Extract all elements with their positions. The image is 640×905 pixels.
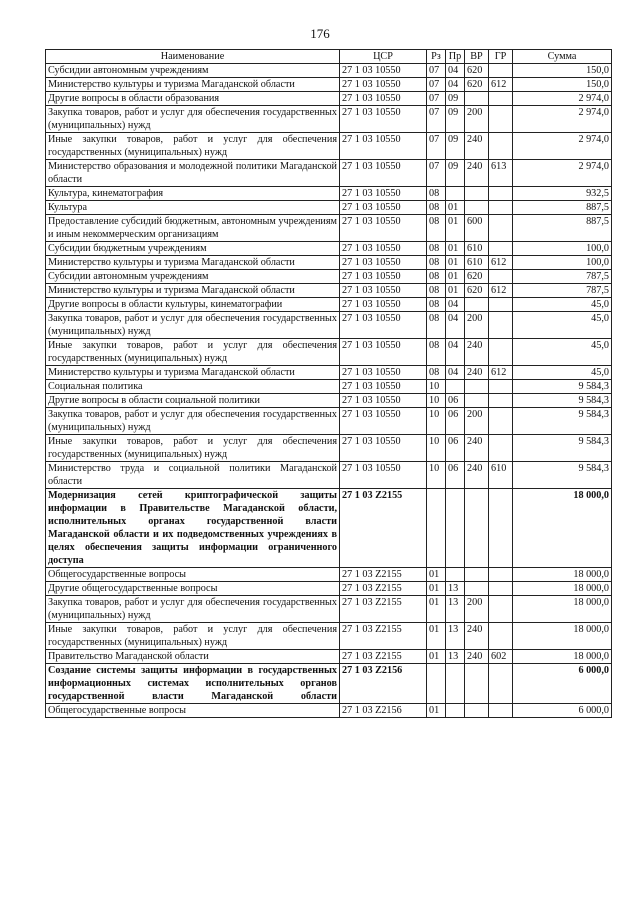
cell-csr: 27 1 03 Z2155 [340, 568, 427, 582]
cell-rz: 07 [427, 160, 446, 187]
cell-pr: 13 [446, 596, 465, 623]
cell-csr: 27 1 03 Z2156 [340, 704, 427, 718]
cell-name: Иные закупки товаров, работ и услуг для обеспечения государственных (муниципальных) нужд [46, 133, 340, 160]
cell-pr: 09 [446, 92, 465, 106]
cell-rz: 10 [427, 435, 446, 462]
cell-gr: 612 [489, 256, 513, 270]
table-row [46, 408, 612, 435]
cell-csr: 27 1 03 10550 [340, 187, 427, 201]
header-vr: ВР [465, 50, 489, 64]
cell-gr [489, 623, 513, 650]
cell-vr: 240 [465, 623, 489, 650]
cell-sum: 6 000,0 [513, 664, 612, 704]
cell-csr: 27 1 03 10550 [340, 298, 427, 312]
cell-rz: 08 [427, 270, 446, 284]
cell-csr: 27 1 03 10550 [340, 242, 427, 256]
cell-gr [489, 270, 513, 284]
cell-csr: 27 1 03 10550 [340, 133, 427, 160]
cell-gr [489, 568, 513, 582]
cell-vr [465, 92, 489, 106]
cell-sum: 18 000,0 [513, 582, 612, 596]
cell-vr: 240 [465, 650, 489, 664]
table-row [46, 92, 612, 106]
cell-vr: 200 [465, 408, 489, 435]
cell-gr [489, 312, 513, 339]
cell-csr: 27 1 03 10550 [340, 435, 427, 462]
cell-pr [446, 568, 465, 582]
table-row [46, 284, 612, 298]
cell-gr: 613 [489, 160, 513, 187]
cell-rz: 07 [427, 106, 446, 133]
cell-csr: 27 1 03 10550 [340, 270, 427, 284]
cell-name: Субсидии автономным учреждениям [46, 270, 340, 284]
cell-sum: 787,5 [513, 284, 612, 298]
cell-pr: 04 [446, 64, 465, 78]
cell-sum: 100,0 [513, 256, 612, 270]
cell-pr [446, 187, 465, 201]
cell-vr: 610 [465, 256, 489, 270]
cell-name: Другие вопросы в области образования [46, 92, 340, 106]
cell-pr: 01 [446, 242, 465, 256]
cell-sum: 787,5 [513, 270, 612, 284]
table-row [46, 366, 612, 380]
cell-csr: 27 1 03 10550 [340, 256, 427, 270]
table-row [46, 312, 612, 339]
cell-name: Закупка товаров, работ и услуг для обеспечения государственных (муниципальных) нужд [46, 596, 340, 623]
table-row [46, 133, 612, 160]
cell-rz: 10 [427, 394, 446, 408]
cell-rz: 08 [427, 201, 446, 215]
cell-sum: 2 974,0 [513, 106, 612, 133]
cell-gr [489, 339, 513, 366]
cell-pr: 01 [446, 215, 465, 242]
cell-gr [489, 704, 513, 718]
cell-gr: 612 [489, 366, 513, 380]
cell-name: Другие общегосударственные вопросы [46, 582, 340, 596]
cell-vr: 240 [465, 339, 489, 366]
table-row [46, 256, 612, 270]
table-row [46, 298, 612, 312]
cell-rz: 01 [427, 623, 446, 650]
cell-sum: 2 974,0 [513, 160, 612, 187]
cell-sum: 45,0 [513, 339, 612, 366]
cell-csr: 27 1 03 10550 [340, 106, 427, 133]
header-pr: Пр [446, 50, 465, 64]
cell-csr: 27 1 03 10550 [340, 380, 427, 394]
cell-vr: 620 [465, 270, 489, 284]
cell-pr: 01 [446, 256, 465, 270]
cell-rz: 08 [427, 256, 446, 270]
cell-sum: 9 584,3 [513, 408, 612, 435]
cell-gr [489, 380, 513, 394]
cell-pr: 13 [446, 650, 465, 664]
header-gr: ГР [489, 50, 513, 64]
cell-name: Закупка товаров, работ и услуг для обеспечения государственных (муниципальных) нужд [46, 312, 340, 339]
cell-pr: 01 [446, 284, 465, 298]
cell-sum: 6 000,0 [513, 704, 612, 718]
table-body [46, 64, 612, 718]
cell-vr: 600 [465, 215, 489, 242]
table-row [46, 704, 612, 718]
cell-vr [465, 380, 489, 394]
cell-pr: 04 [446, 366, 465, 380]
cell-name: Субсидии бюджетным учреждениям [46, 242, 340, 256]
cell-pr: 01 [446, 201, 465, 215]
cell-pr: 06 [446, 394, 465, 408]
cell-gr: 602 [489, 650, 513, 664]
cell-rz: 08 [427, 366, 446, 380]
table-row [46, 435, 612, 462]
cell-csr: 27 1 03 Z2155 [340, 582, 427, 596]
table-row [46, 242, 612, 256]
cell-rz: 08 [427, 284, 446, 298]
cell-vr: 200 [465, 312, 489, 339]
cell-sum: 9 584,3 [513, 380, 612, 394]
cell-gr [489, 133, 513, 160]
cell-gr [489, 489, 513, 568]
header-name: Наименование [46, 50, 340, 64]
cell-pr: 13 [446, 582, 465, 596]
table-row [46, 568, 612, 582]
cell-vr: 620 [465, 78, 489, 92]
cell-gr [489, 394, 513, 408]
cell-csr: 27 1 03 10550 [340, 462, 427, 489]
cell-vr: 200 [465, 596, 489, 623]
header-rz: Рз [427, 50, 446, 64]
table-row [46, 215, 612, 242]
cell-csr: 27 1 03 10550 [340, 201, 427, 215]
cell-vr [465, 201, 489, 215]
cell-name: Культура [46, 201, 340, 215]
cell-sum: 9 584,3 [513, 394, 612, 408]
table-header-row [46, 50, 612, 64]
cell-pr: 06 [446, 408, 465, 435]
cell-gr [489, 408, 513, 435]
cell-name: Другие вопросы в области культуры, кинематографии [46, 298, 340, 312]
table-row [46, 270, 612, 284]
cell-rz: 07 [427, 133, 446, 160]
cell-gr [489, 201, 513, 215]
table-row [46, 623, 612, 650]
cell-pr: 09 [446, 133, 465, 160]
cell-sum: 2 974,0 [513, 92, 612, 106]
cell-csr: 27 1 03 10550 [340, 215, 427, 242]
cell-name: Правительство Магаданской области [46, 650, 340, 664]
cell-pr: 09 [446, 160, 465, 187]
cell-csr: 27 1 03 10550 [340, 312, 427, 339]
cell-vr: 240 [465, 435, 489, 462]
cell-name: Модернизация сетей криптографической защиты информации в Правительстве Магаданской области, исполнительных органах государственной власти Магаданской области и их подведомственных учреждениях в целях обеспечения защиты информации ограниченного доступа [46, 489, 340, 568]
table-row [46, 664, 612, 704]
cell-name: Другие вопросы в области социальной политики [46, 394, 340, 408]
cell-rz: 08 [427, 312, 446, 339]
cell-vr [465, 489, 489, 568]
cell-csr: 27 1 03 Z2155 [340, 489, 427, 568]
cell-vr [465, 298, 489, 312]
cell-gr [489, 435, 513, 462]
cell-name: Министерство культуры и туризма Магаданской области [46, 256, 340, 270]
cell-sum: 45,0 [513, 312, 612, 339]
cell-gr [489, 664, 513, 704]
cell-name: Социальная политика [46, 380, 340, 394]
cell-rz: 08 [427, 187, 446, 201]
cell-rz: 08 [427, 215, 446, 242]
table-row [46, 201, 612, 215]
cell-gr [489, 242, 513, 256]
cell-rz: 10 [427, 380, 446, 394]
cell-gr [489, 215, 513, 242]
cell-gr: 612 [489, 284, 513, 298]
cell-sum: 9 584,3 [513, 435, 612, 462]
cell-csr: 27 1 03 10550 [340, 64, 427, 78]
cell-vr [465, 582, 489, 596]
cell-vr: 240 [465, 366, 489, 380]
cell-csr: 27 1 03 10550 [340, 408, 427, 435]
cell-vr: 620 [465, 284, 489, 298]
table-row [46, 339, 612, 366]
cell-name: Общегосударственные вопросы [46, 568, 340, 582]
cell-name: Субсидии автономным учреждениям [46, 64, 340, 78]
cell-name: Министерство образования и молодежной политики Магаданской области [46, 160, 340, 187]
cell-vr [465, 704, 489, 718]
cell-vr: 200 [465, 106, 489, 133]
cell-csr: 27 1 03 10550 [340, 394, 427, 408]
cell-csr: 27 1 03 10550 [340, 160, 427, 187]
cell-vr: 240 [465, 133, 489, 160]
cell-gr [489, 582, 513, 596]
table-row [46, 462, 612, 489]
cell-name: Министерство культуры и туризма Магаданской области [46, 366, 340, 380]
cell-rz: 08 [427, 242, 446, 256]
header-sum: Сумма [513, 50, 612, 64]
cell-sum: 887,5 [513, 201, 612, 215]
cell-rz: 01 [427, 582, 446, 596]
cell-pr [446, 380, 465, 394]
cell-csr: 27 1 03 Z2155 [340, 650, 427, 664]
cell-vr: 620 [465, 64, 489, 78]
cell-name: Закупка товаров, работ и услуг для обеспечения государственных (муниципальных) нужд [46, 106, 340, 133]
cell-rz: 01 [427, 704, 446, 718]
cell-vr [465, 664, 489, 704]
cell-name: Министерство культуры и туризма Магаданской области [46, 284, 340, 298]
cell-name: Закупка товаров, работ и услуг для обеспечения государственных (муниципальных) нужд [46, 408, 340, 435]
table-row [46, 650, 612, 664]
cell-pr: 04 [446, 312, 465, 339]
cell-pr: 06 [446, 435, 465, 462]
cell-pr [446, 489, 465, 568]
cell-pr: 06 [446, 462, 465, 489]
cell-gr [489, 106, 513, 133]
cell-gr [489, 92, 513, 106]
cell-rz: 01 [427, 568, 446, 582]
cell-name: Предоставление субсидий бюджетным, автономным учреждениям и иным некоммерческим организациям [46, 215, 340, 242]
table-row [46, 380, 612, 394]
cell-name: Создание системы защиты информации в государственных информационных системах исполнительных органов государственной власти Магаданской области [46, 664, 340, 704]
cell-rz: 07 [427, 64, 446, 78]
budget-table [45, 49, 612, 718]
cell-sum: 18 000,0 [513, 489, 612, 568]
table-row [46, 160, 612, 187]
cell-vr: 240 [465, 160, 489, 187]
cell-pr: 04 [446, 78, 465, 92]
table-row [46, 489, 612, 568]
cell-gr [489, 64, 513, 78]
cell-csr: 27 1 03 Z2155 [340, 596, 427, 623]
cell-pr: 04 [446, 298, 465, 312]
table-row [46, 187, 612, 201]
cell-vr: 610 [465, 242, 489, 256]
cell-name: Министерство культуры и туризма Магаданской области [46, 78, 340, 92]
cell-vr [465, 187, 489, 201]
table-row [46, 596, 612, 623]
cell-csr: 27 1 03 10550 [340, 284, 427, 298]
cell-name: Министерство труда и социальной политики Магаданской области [46, 462, 340, 489]
cell-pr [446, 664, 465, 704]
cell-sum: 9 584,3 [513, 462, 612, 489]
cell-csr: 27 1 03 10550 [340, 78, 427, 92]
cell-gr [489, 596, 513, 623]
cell-sum: 18 000,0 [513, 650, 612, 664]
cell-rz: 07 [427, 92, 446, 106]
table-row [46, 582, 612, 596]
table-row [46, 64, 612, 78]
cell-csr: 27 1 03 10550 [340, 92, 427, 106]
page-number: 176 [310, 26, 330, 41]
cell-rz [427, 664, 446, 704]
cell-csr: 27 1 03 10550 [340, 339, 427, 366]
cell-sum: 100,0 [513, 242, 612, 256]
cell-pr: 09 [446, 106, 465, 133]
cell-rz [427, 489, 446, 568]
cell-sum: 932,5 [513, 187, 612, 201]
cell-sum: 2 974,0 [513, 133, 612, 160]
cell-rz: 10 [427, 462, 446, 489]
cell-pr: 13 [446, 623, 465, 650]
cell-rz: 07 [427, 78, 446, 92]
cell-sum: 887,5 [513, 215, 612, 242]
cell-pr: 04 [446, 339, 465, 366]
cell-pr: 01 [446, 270, 465, 284]
cell-csr: 27 1 03 10550 [340, 366, 427, 380]
table-row [46, 106, 612, 133]
cell-name: Культура, кинематография [46, 187, 340, 201]
header-csr: ЦСР [340, 50, 427, 64]
cell-vr [465, 568, 489, 582]
cell-gr [489, 187, 513, 201]
cell-gr: 610 [489, 462, 513, 489]
table-row [46, 394, 612, 408]
cell-rz: 08 [427, 339, 446, 366]
cell-sum: 150,0 [513, 78, 612, 92]
cell-sum: 45,0 [513, 366, 612, 380]
cell-vr [465, 394, 489, 408]
cell-sum: 18 000,0 [513, 596, 612, 623]
cell-sum: 18 000,0 [513, 623, 612, 650]
cell-name: Иные закупки товаров, работ и услуг для обеспечения государственных (муниципальных) нужд [46, 623, 340, 650]
cell-csr: 27 1 03 Z2155 [340, 623, 427, 650]
cell-rz: 08 [427, 298, 446, 312]
cell-name: Иные закупки товаров, работ и услуг для обеспечения государственных (муниципальных) нужд [46, 435, 340, 462]
cell-name: Иные закупки товаров, работ и услуг для обеспечения государственных (муниципальных) нужд [46, 339, 340, 366]
cell-name: Общегосударственные вопросы [46, 704, 340, 718]
cell-rz: 10 [427, 408, 446, 435]
table-row [46, 78, 612, 92]
cell-sum: 45,0 [513, 298, 612, 312]
cell-rz: 01 [427, 650, 446, 664]
cell-sum: 150,0 [513, 64, 612, 78]
cell-rz: 01 [427, 596, 446, 623]
cell-gr [489, 298, 513, 312]
cell-csr: 27 1 03 Z2156 [340, 664, 427, 704]
cell-sum: 18 000,0 [513, 568, 612, 582]
cell-gr: 612 [489, 78, 513, 92]
cell-vr: 240 [465, 462, 489, 489]
cell-pr [446, 704, 465, 718]
